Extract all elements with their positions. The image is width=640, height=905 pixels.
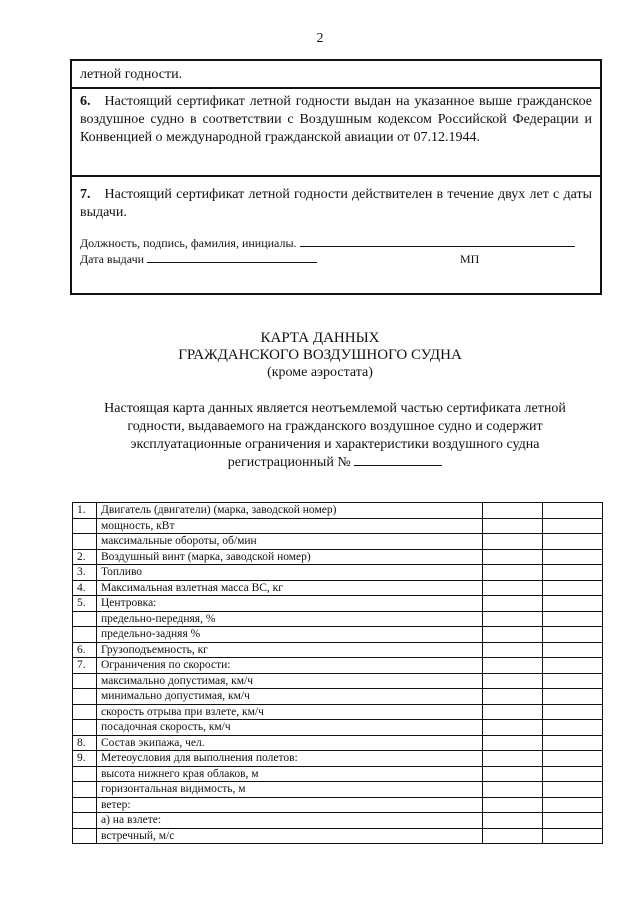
row-value-cell[interactable] xyxy=(483,611,543,627)
row-note-cell[interactable] xyxy=(543,534,603,550)
row-number-cell: 7. xyxy=(73,658,97,674)
table-row xyxy=(73,689,603,705)
table-row xyxy=(73,673,603,689)
card-title-line-1: КАРТА ДАННЫХ xyxy=(260,330,380,346)
row-label-cell: Максимальная взлетная масса ВС, кг xyxy=(97,580,483,596)
row-note-cell[interactable] xyxy=(543,782,603,798)
row-note-cell[interactable] xyxy=(543,627,603,643)
aircraft-data-table xyxy=(72,502,603,844)
row-value-cell[interactable] xyxy=(483,766,543,782)
row-number-cell: 2. xyxy=(73,549,97,565)
table-row xyxy=(73,813,603,829)
issue-date-blank[interactable] xyxy=(147,252,317,263)
table-row xyxy=(73,782,603,798)
row-number-cell xyxy=(73,611,97,627)
signature-blank[interactable] xyxy=(300,236,575,247)
table-row xyxy=(73,627,603,643)
card-title-line-3: (кроме аэростата) xyxy=(267,365,373,380)
row-number-cell: 4. xyxy=(73,580,97,596)
row-number-cell xyxy=(73,689,97,705)
row-value-cell[interactable] xyxy=(483,828,543,844)
row-note-cell[interactable] xyxy=(543,565,603,581)
row-value-cell[interactable] xyxy=(483,534,543,550)
row-label-cell: а) на взлете: xyxy=(97,813,483,829)
row-label-cell: Ограничения по скорости: xyxy=(97,658,483,674)
row-label-cell: максимально допустимая, км/ч xyxy=(97,673,483,689)
section-7-number: 7. xyxy=(80,187,91,202)
table-row xyxy=(73,720,603,736)
row-value-cell[interactable] xyxy=(483,704,543,720)
signature-line xyxy=(80,236,575,251)
table-row xyxy=(73,565,603,581)
table-row xyxy=(73,596,603,612)
row-label-cell: Центровка: xyxy=(97,596,483,612)
row-number-cell xyxy=(73,782,97,798)
section-6-text: Настоящий сертификат летной годности выдан на указанное выше гражданское воздушное судно в соответствии с Воздушным кодексом Российской Федерации и Конвенцией о международной гражданской авиации от 07.12.1944. xyxy=(80,94,592,145)
row-label-cell: высота нижнего края облаков, м xyxy=(97,766,483,782)
row-note-cell[interactable] xyxy=(543,720,603,736)
row-value-cell[interactable] xyxy=(483,797,543,813)
row-label-cell: минимально допустимая, км/ч xyxy=(97,689,483,705)
section-6-number: 6. xyxy=(80,94,91,109)
signature-label: Должность, подпись, фамилия, инициалы. xyxy=(80,236,297,250)
table-row xyxy=(73,704,603,720)
row-note-cell[interactable] xyxy=(543,518,603,534)
row-label-cell: скорость отрыва при взлете, км/ч xyxy=(97,704,483,720)
row-number-cell: 6. xyxy=(73,642,97,658)
row-note-cell[interactable] xyxy=(543,751,603,767)
row-number-cell: 3. xyxy=(73,565,97,581)
row-label-cell: встречный, м/с xyxy=(97,828,483,844)
row-number-cell xyxy=(73,704,97,720)
section-7-text: Настоящий сертификат летной годности действителен в течение двух лет с даты выдачи. xyxy=(80,187,592,220)
table-row xyxy=(73,549,603,565)
row-value-cell[interactable] xyxy=(483,720,543,736)
section-5-tail-box xyxy=(70,59,602,89)
row-note-cell[interactable] xyxy=(543,673,603,689)
section-6-box xyxy=(70,89,602,177)
row-label-cell: Состав экипажа, чел. xyxy=(97,735,483,751)
row-number-cell: 8. xyxy=(73,735,97,751)
row-number-cell xyxy=(73,518,97,534)
row-note-cell[interactable] xyxy=(543,704,603,720)
row-number-cell: 5. xyxy=(73,596,97,612)
row-value-cell[interactable] xyxy=(483,735,543,751)
row-label-cell: предельно-задняя % xyxy=(97,627,483,643)
row-value-cell[interactable] xyxy=(483,627,543,643)
row-note-cell[interactable] xyxy=(543,642,603,658)
row-value-cell[interactable] xyxy=(483,813,543,829)
row-label-cell: максимальные обороты, об/мин xyxy=(97,534,483,550)
row-value-cell[interactable] xyxy=(483,642,543,658)
row-value-cell[interactable] xyxy=(483,580,543,596)
section-7-box xyxy=(70,177,602,295)
row-label-cell: горизонтальная видимость, м xyxy=(97,782,483,798)
row-label-cell: Грузоподъемность, кг xyxy=(97,642,483,658)
row-note-cell[interactable] xyxy=(543,549,603,565)
row-value-cell[interactable] xyxy=(483,549,543,565)
section-6-paragraph xyxy=(72,89,600,151)
table-row xyxy=(73,658,603,674)
row-value-cell[interactable] xyxy=(483,658,543,674)
table-row xyxy=(73,580,603,596)
issue-date-line xyxy=(80,252,317,267)
row-value-cell[interactable] xyxy=(483,751,543,767)
row-number-cell: 9. xyxy=(73,751,97,767)
issue-date-label: Дата выдачи xyxy=(80,252,145,266)
registration-label: регистрационный № xyxy=(227,455,351,470)
row-label-cell: Двигатель (двигатели) (марка, заводской номер) xyxy=(97,503,483,519)
row-number-cell xyxy=(73,627,97,643)
row-value-cell[interactable] xyxy=(483,503,543,519)
row-label-cell: посадочная скорость, км/ч xyxy=(97,720,483,736)
table-row xyxy=(73,766,603,782)
row-value-cell[interactable] xyxy=(483,565,543,581)
row-note-cell[interactable] xyxy=(543,735,603,751)
row-number-cell xyxy=(73,828,97,844)
table-row xyxy=(73,735,603,751)
page-number: 2 xyxy=(316,31,324,46)
row-value-cell[interactable] xyxy=(483,782,543,798)
row-label-cell: мощность, кВт xyxy=(97,518,483,534)
row-label-cell: Топливо xyxy=(97,565,483,581)
table-row xyxy=(73,797,603,813)
row-number-cell xyxy=(73,766,97,782)
section-7-paragraph xyxy=(72,177,600,222)
row-note-cell[interactable] xyxy=(543,766,603,782)
row-number-cell xyxy=(73,797,97,813)
table-row xyxy=(73,518,603,534)
row-number-cell xyxy=(73,813,97,829)
registration-line xyxy=(70,454,600,472)
row-number-cell xyxy=(73,673,97,689)
table-row xyxy=(73,751,603,767)
row-note-cell[interactable] xyxy=(543,828,603,844)
row-note-cell[interactable] xyxy=(543,596,603,612)
row-note-cell[interactable] xyxy=(543,503,603,519)
intro-line-2: годности, выдаваемого на гражданского воздушное судно и содержит xyxy=(127,419,543,434)
row-note-cell[interactable] xyxy=(543,813,603,829)
row-label-cell: предельно-передняя, % xyxy=(97,611,483,627)
aircraft-data-table-body xyxy=(73,503,603,844)
row-label-cell: Воздушный винт (марка, заводской номер) xyxy=(97,549,483,565)
table-row xyxy=(73,828,603,844)
row-value-cell[interactable] xyxy=(483,596,543,612)
row-note-cell[interactable] xyxy=(543,689,603,705)
row-number-cell xyxy=(73,720,97,736)
row-note-cell[interactable] xyxy=(543,797,603,813)
table-row xyxy=(73,503,603,519)
table-row xyxy=(73,534,603,550)
stamp-label: МП xyxy=(460,252,480,266)
intro-line-1: Настоящая карта данных является неотъемлемой частью сертификата летной xyxy=(104,401,566,416)
table-row xyxy=(73,642,603,658)
section-5-tail-text: летной годности. xyxy=(80,67,183,82)
row-note-cell[interactable] xyxy=(543,580,603,596)
row-value-cell[interactable] xyxy=(483,673,543,689)
row-note-cell[interactable] xyxy=(543,658,603,674)
card-title-line-2: ГРАЖДАНСКОГО ВОЗДУШНОГО СУДНА xyxy=(178,347,462,363)
registration-number-blank[interactable] xyxy=(354,455,442,466)
row-label-cell: ветер: xyxy=(97,797,483,813)
row-note-cell[interactable] xyxy=(543,611,603,627)
intro-line-3: эксплуатационные ограничения и характеристики воздушного судна xyxy=(130,437,540,452)
row-number-cell: 1. xyxy=(73,503,97,519)
row-number-cell xyxy=(73,534,97,550)
row-value-cell[interactable] xyxy=(483,689,543,705)
row-label-cell: Метеоусловия для выполнения полетов: xyxy=(97,751,483,767)
row-value-cell[interactable] xyxy=(483,518,543,534)
table-row xyxy=(73,611,603,627)
